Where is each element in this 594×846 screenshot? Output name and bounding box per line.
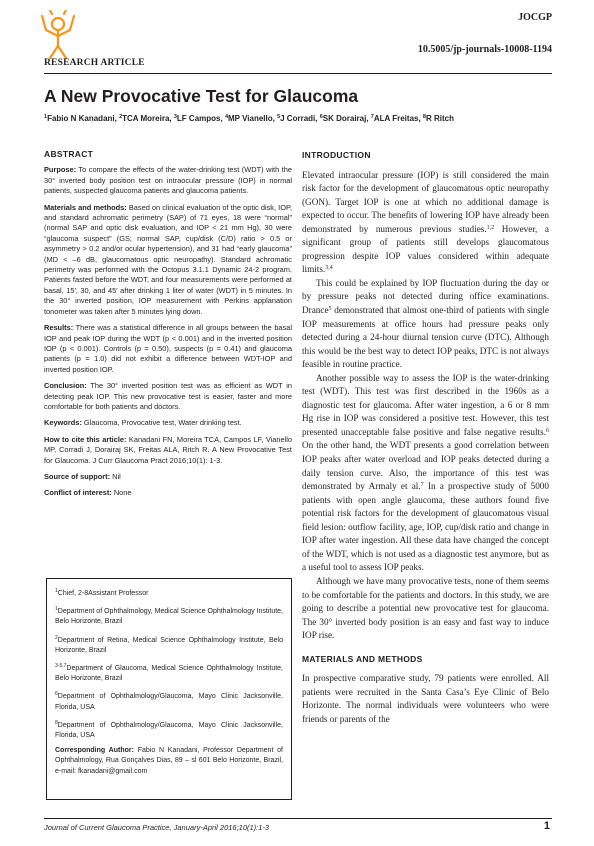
author: $^6$SK Dorairaj: [319, 114, 367, 123]
intro-paragraph-1: Elevated intraocular pressure (IOP) is still considered the main risk factor for the development of glaucomatous optic neuropathy (GON). Target IOP is one at which no additional damage is expected to occur. The benefits of lowering IOP have already been demonstrated by numerous previous studies.$^{1,2}$ However, a significant group of patients still develops glaucomatous progression despite IOP values considered within adequate limits.$^{3,4}$: [302, 169, 549, 275]
author-list: $^1$Fabio N Kanadani, $^2$TCA Moreira, $^3$LF Campos, $^4$MP Vianello, $^5$J Corradi, $^6$SK Dorairaj, $^7$ALA Freitas, $^8$R Ritch: [44, 114, 454, 123]
author: $^3$LF Campos: [173, 114, 221, 123]
author: $^8$R Ritch: [422, 114, 454, 123]
journal-logo-icon: [38, 10, 78, 62]
abstract-citation: How to cite this article: Kanadani FN, Moreira TCA, Campos LF, Vianello MP, Corradi J, Dorairaj SK, Freitas ALA, Ritch R. A New Provocative Test for Glaucoma. J Curr Glaucoma Pract 2016;10(1): 1-3.: [44, 434, 292, 465]
footer-divider: [44, 818, 552, 819]
page-number: 1: [543, 820, 550, 832]
methods-heading: MATERIALS AND METHODS: [302, 653, 423, 664]
article-title: A New Provocative Test for Glaucoma: [44, 86, 359, 106]
abstract-support: Source of support: Nil: [44, 471, 121, 481]
affiliations-box: [46, 578, 292, 800]
author: $^7$ALA Freitas: [370, 114, 419, 123]
doi-link[interactable]: 10.5005/jp-journals-10008-1194: [417, 44, 552, 55]
abstract-conclusion: Conclusion: The 30° inverted position test was as efficient as WDT in detecting peak IOP. This new provocative test is easier, faster and more comfortable for both patients and doctors.: [44, 381, 292, 411]
article-type-label: RESEARCH ARTICLE: [44, 58, 145, 68]
intro-paragraph-3: Another possible way to assess the IOP is the water-drinking test (WDT). This test was first described in the 1960s as a diagnostic test for glaucoma. After water ingestion, a 6 or 8 mm Hg rise in IOP was considered a positive test. However, this test presented unacceptable false positive and false negative results.$^6$ On the other hand, the WDT presents a good correlation between IOP peaks after water overload and IOP peaks detected during a daily tension curve. Also, the importance of this test was demonstrated by Armaly et al.$^7$ In a prospective study of 5000 patients with open angle glaucoma, these authors found five potential risk factors for the development of glaucomatous visual field lesion: outflow facility, age, IOP, cup/disk ratio and change in IOP after water ingestion. All these data have changed the concept of the WDT, which is not used as a diagnostic test anymore, but as a useful tool to assess IOP peaks.: [302, 372, 549, 573]
methods-paragraph-1: In prospective comparative study, 79 patients were enrolled. All patients were recruited in the Santa Casa’s Eye Clinic of Belo Horizonte. The normal individuals were volunteers who were friends or parents of the: [302, 673, 549, 724]
author: $^4$MP Vianello: [224, 114, 273, 123]
abstract-conflict: Conflict of interest: None: [44, 488, 132, 498]
abstract-section: [44, 149, 292, 505]
affiliation-item: $^6$Department of Ophthalmology/Glaucoma, Mayo Clinic Jacksonville, Florida, USA: [55, 691, 283, 711]
affiliation-item: $^1$Department of Ophthalmology, Medical Science Ophthalmology Institute, Belo Horizonte, Brazil: [55, 606, 283, 626]
affiliation-item: $^8$Department of Ophthalmology/Glaucoma, Mayo Clinic Jacksonville, Florida, USA: [55, 719, 283, 740]
author: $^5$J Corradi: [277, 114, 316, 123]
header-divider: [44, 73, 552, 74]
intro-paragraph-2: This could be explained by IOP fluctuation during the day or by pressure peaks not detected during office examinations. Drance$^5$ demonstrated that almost one-third of patients with single IOP measurements at office hours had pressure peaks only detected during a 24-hour diurnal tension curve (DTC). Although this would be the best way to detect IOP peaks, DTC is not always feasible in routine practice.: [302, 277, 549, 370]
journal-abbreviation: JOCGP: [518, 12, 552, 23]
abstract-purpose: Purpose: To compare the effects of the water-drinking test (WDT) with the 30° inverted body position test on intraocular pressure (IOP) in normal patients, suspected glaucoma patients and glaucoma patients.: [44, 165, 293, 196]
affiliation-item: $^{3-5,7}$Department of Glaucoma, Medical Science Ophthalmology Institute, Belo Horizonte, Brazil: [55, 663, 283, 683]
affiliation-item: $^2$Department of Retina, Medical Science Ophthalmology Institute, Belo Horizonte, Brazil: [55, 634, 283, 654]
body-column: [302, 149, 549, 726]
author: $^1$Fabio N Kanadani: [44, 114, 115, 123]
abstract-results: Results: There was a statistical difference in all groups between the basal IOP and peak IOP during the WDT (p < 0.001) and in the inverted position IOP (p < 0.001). Controls (p = 0.50), suspects (p = 0.41) and glaucoma patients (p = 1.0) did not exhibit a difference between WDT-IOP and inverted position IOP.: [44, 323, 292, 374]
abstract-keywords: Keywords: Glaucoma, Provocative test, Water drinking test.: [44, 418, 242, 428]
introduction-heading: INTRODUCTION: [302, 150, 371, 160]
affiliation-roles: $^1$Chief, 2-8Assistant Professor: [55, 588, 149, 597]
corresponding-author: Corresponding Author: Fabio N Kanadani, Professor Department of Ophthalmology, Rua Gonçalves Dias, 89 – sl 601 Belo Horizonte, Brazil, e-mail: fkanadani@gmail.com: [55, 747, 283, 775]
author: $^2$TCA Moreira: [119, 114, 170, 123]
footer-journal: Journal of Current Glaucoma Practice, January-April 2016;10(1):1-3: [44, 823, 270, 832]
intro-paragraph-4: Although we have many provocative tests, none of them seems to be comfortable for the patients and doctors. In this study, we are going to describe a potential new provocative test for glaucoma. The 30° inverted body position is an easy and fast way to induce IOP rise.: [302, 575, 549, 641]
abstract-methods: Materials and methods: Based on clinical evaluation of the optic disk, IOP, and standard achromatic perimetry (SAP) of 71 eyes, 18 were “normal” (normal SAP and optic disk evaluation, and IOP < 21 mm Hg), 30 were “glaucoma suspect” (GS; normal SAP, cup/disk (C/D) ratio > 0.5 or asymmetry > 0.2 and/or ocular hypertension), and 31 had “early glaucoma” (MD < –6 dB, glaucomatous optic neuropathy). Standard achromatic perimetry was performed with the Octopus 3.1.1 Dynamic 24-2 program. Patients fasted before the WDT, and four measurements were performed at basal, 15′, 30, and 45′ after drinking 1 liter of water (WDT) in 5 minutes. In the 30° inverted position, IOP measurement with Perkins applanation tonometer was taken after 5 minutes lying down.: [44, 202, 292, 316]
abstract-heading: ABSTRACT: [44, 149, 94, 159]
